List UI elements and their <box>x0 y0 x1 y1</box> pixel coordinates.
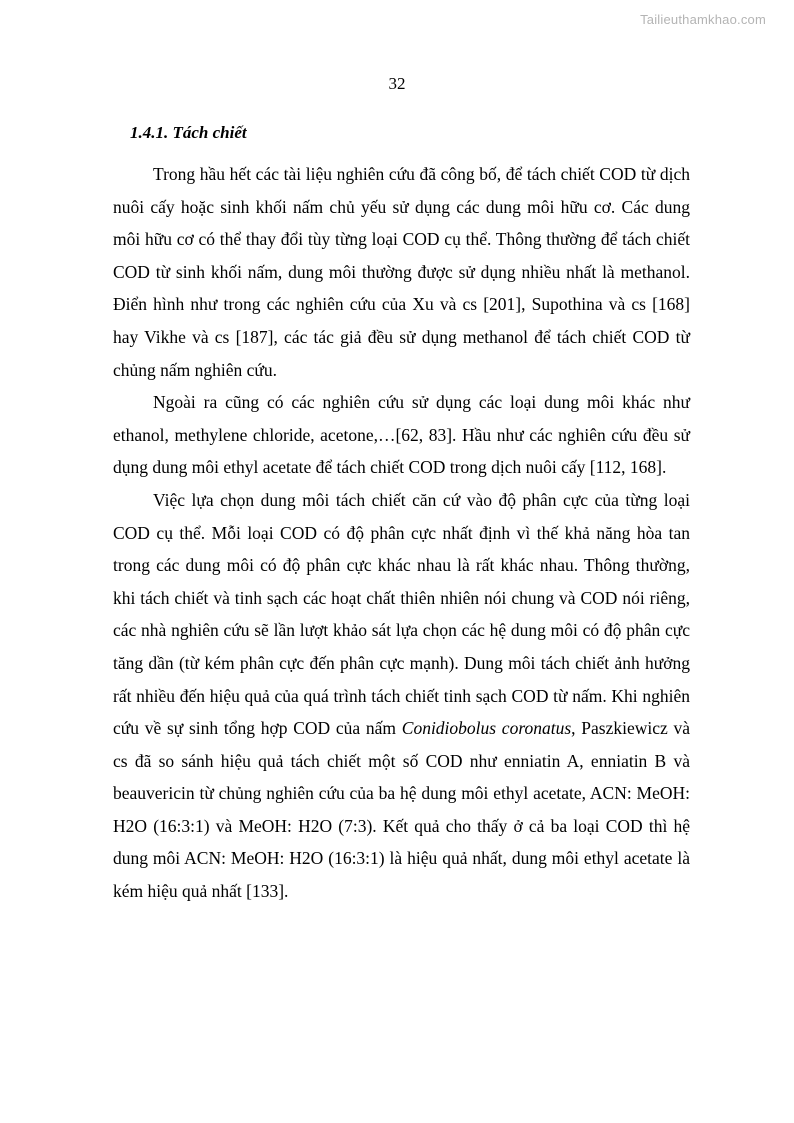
species-name: Conidiobolus coronatus <box>401 718 572 739</box>
paragraph-3 <box>113 484 690 908</box>
watermark-text: Tailieuthamkhao.com <box>640 12 766 27</box>
paragraph-3-part-1: Việc lựa chọn dung môi tách chiết căn cứ vào độ phân cực của từng loại COD cụ thể. Mỗi loại COD có độ phân cực nhất định vì thế khả năng hòa tan trong các dung môi có độ phân cực khác nhau là rất khác nhau. Thông thường, khi tách chiết và tinh sạch các hoạt chất thiên nhiên nói chung và COD nói riêng, các nhà nghiên cứu sẽ lần lượt khảo sát lựa chọn các hệ dung môi có độ phân cực tăng dần (từ kém phân cực đến phân cực mạnh). Dung môi tách chiết ảnh hưởng rất nhiều đến hiệu quả của quá trình tách chiết tinh sạch COD từ nấm. Khi nghiên cứu về sự sinh tổng hợp COD của nấm <box>113 489 690 739</box>
paragraph-1: Trong hầu hết các tài liệu nghiên cứu đã công bố, để tách chiết COD từ dịch nuôi cấy hoặc sinh khối nấm chủ yếu sử dụng các dung môi hữu cơ. Các dung môi hữu cơ có thể thay đổi tùy từng loại COD cụ thể. Thông thường để tách chiết COD từ sinh khối nấm, dung môi thường được sử dụng nhiều nhất là methanol. Điển hình như trong các nghiên cứu của Xu và cs [201], Supothina và cs [168] hay Vikhe và cs [187], các tác giả đều sử dụng methanol để tách chiết COD từ chủng nấm nghiên cứu. <box>113 164 690 380</box>
paragraph-3-part-2: , Paszkiewicz và cs đã so sánh hiệu quả tách chiết một số COD như enniatin A, enniatin B và beauvericin từ chủng nghiên cứu của ba hệ dung môi ethyl acetate, ACN: MeOH: H2O (16:3:1) và MeOH: H2O (7:3). Kết quả cho thấy ở cả ba loại COD thì hệ dung môi ACN: MeOH: H2O (16:3:1) là hiệu quả nhất, dung môi ethyl acetate là kém hiệu quả nhất [133]. <box>113 718 691 902</box>
paragraph-2: Ngoài ra cũng có các nghiên cứu sử dụng các loại dung môi khác như ethanol, methylene chloride, acetone,…[62, 83]. Hầu như các nghiên cứu đều sử dụng dung môi ethyl acetate để tách chiết COD trong dịch nuôi cấy [112, 168]. <box>113 392 690 478</box>
page-content <box>113 124 690 908</box>
section-heading: 1.4.1. Tách chiết <box>130 123 247 142</box>
page-number: 32 <box>388 74 406 93</box>
